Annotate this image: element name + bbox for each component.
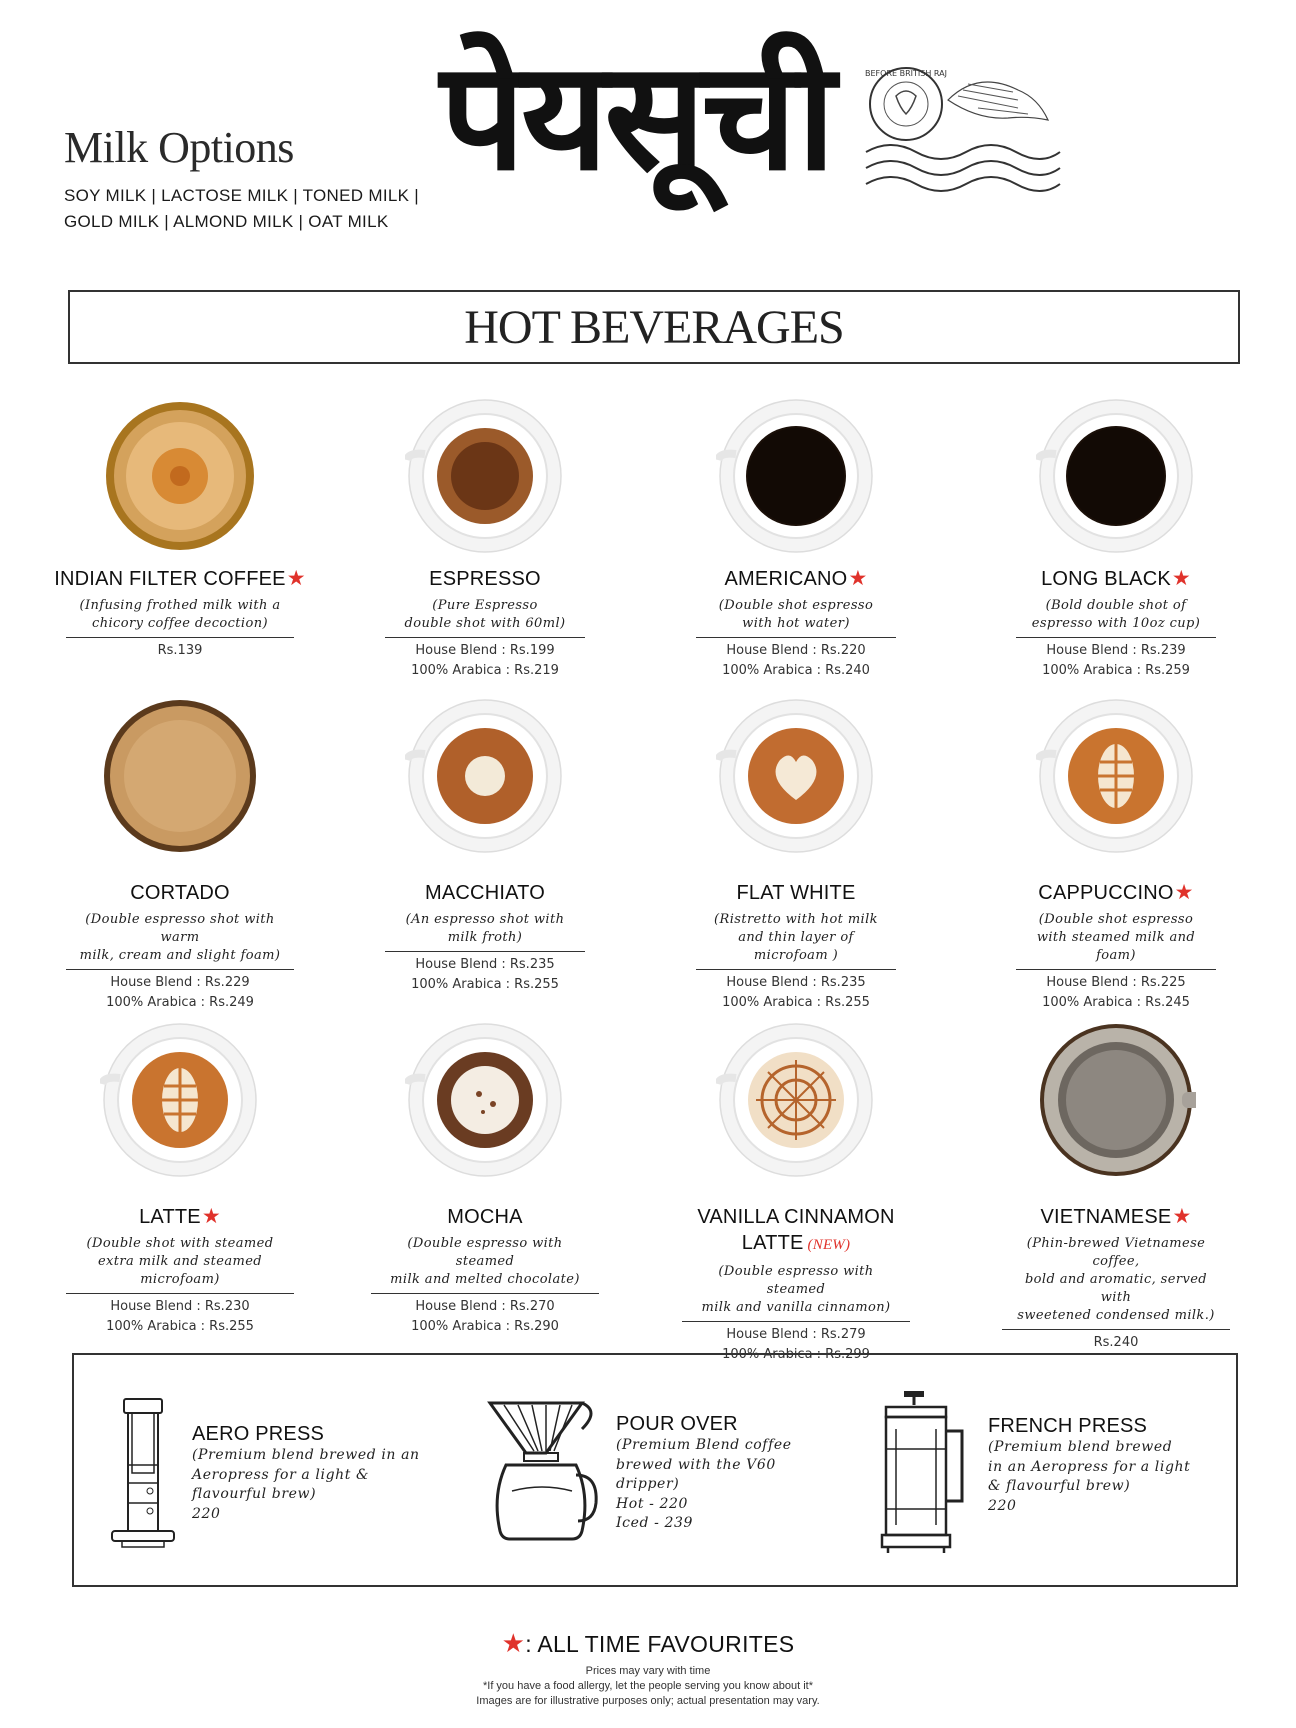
- brew-name: POUR OVER: [616, 1413, 738, 1435]
- item-name: [646, 566, 946, 592]
- phin-cup-image: [1036, 1020, 1196, 1180]
- item-name: [966, 566, 1266, 592]
- menu-item: [646, 566, 946, 678]
- item-price: 100% Arabica : Rs.249: [106, 995, 254, 1010]
- item-price: House Blend : Rs.225: [1046, 975, 1186, 990]
- item-name-text: LATTE: [139, 1206, 201, 1228]
- item-name: [335, 566, 635, 592]
- item-name: [646, 880, 946, 906]
- item-description: [385, 596, 585, 638]
- favourite-star-icon: ★: [1172, 1205, 1192, 1228]
- item-price: 100% Arabica : Rs.219: [411, 663, 559, 678]
- item-description-line: microfoam): [140, 1272, 220, 1287]
- favourite-star-icon: ★: [1174, 881, 1194, 904]
- brew-price-hot: Hot - 220: [616, 1495, 689, 1512]
- brew-pour-over: [616, 1413, 792, 1534]
- item-description-line: (Double shot with steamed: [86, 1236, 274, 1251]
- item-name-line-2: [646, 1230, 946, 1258]
- item-name: [30, 1204, 330, 1230]
- rosetta-cup-image: [100, 1020, 260, 1180]
- menu-item: [646, 880, 946, 1010]
- item-description: [696, 596, 896, 638]
- item-description-line: with hot water): [742, 616, 850, 631]
- menu-item: [30, 566, 330, 658]
- item-description-line: double shot with 60ml): [404, 616, 566, 631]
- item-price: 100% Arabica : Rs.259: [1042, 663, 1190, 678]
- item-name-text: MACCHIATO: [425, 882, 545, 904]
- brew-desc-line: & flavourful brew): [988, 1478, 1131, 1494]
- item-description: [66, 910, 294, 970]
- rosetta-cup-image: [1036, 696, 1196, 856]
- favourites-legend: [0, 1628, 1296, 1659]
- item-name: [966, 880, 1266, 906]
- section-title-box: [68, 290, 1240, 364]
- item-price: House Blend : Rs.235: [726, 975, 866, 990]
- item-description-line: sweetened condensed milk.): [1017, 1308, 1215, 1323]
- menu-item: [646, 1204, 946, 1362]
- item-description-line: (Bold double shot of: [1045, 598, 1187, 613]
- item-description-line: (Double espresso with steamed: [407, 1236, 563, 1269]
- black-cup-image: [716, 396, 876, 556]
- new-badge: (NEW): [807, 1237, 851, 1253]
- brew-methods-box: [72, 1353, 1238, 1587]
- milk-options-line-1: SOY MILK | LACTOSE MILK | TONED MILK |: [64, 186, 419, 205]
- item-price: 100% Arabica : Rs.255: [411, 977, 559, 992]
- brew-price-iced: Iced - 239: [616, 1515, 693, 1531]
- item-name-text: VIETNAMESE: [1040, 1206, 1172, 1228]
- footer-note-images: Images are for illustrative purposes only; actual presentation may vary.: [476, 1695, 820, 1707]
- footer-note-allergy: *If you have a food allergy, let the people serving you know about it*: [482, 1680, 813, 1692]
- item-name-text: FLAT WHITE: [736, 882, 856, 904]
- item-price: 100% Arabica : Rs.290: [411, 1319, 559, 1334]
- item-description-line: (Double shot espresso: [1038, 912, 1194, 927]
- favourite-star-icon: ★: [848, 567, 868, 590]
- brew-name: AERO PRESS: [192, 1423, 325, 1445]
- item-price: House Blend : Rs.229: [110, 975, 250, 990]
- menu-item: [966, 880, 1266, 1010]
- item-name: [966, 1204, 1266, 1230]
- macchiato-cup-image: [405, 696, 565, 856]
- item-name: [646, 1204, 946, 1230]
- item-description-line: with steamed milk and foam): [1036, 930, 1196, 963]
- item-name-text: CORTADO: [130, 882, 230, 904]
- item-name-text: CAPPUCCINO: [1038, 882, 1174, 904]
- item-description: [1016, 596, 1216, 638]
- cortado-cup-image: [100, 696, 260, 856]
- espresso-cup-image: [405, 396, 565, 556]
- item-description: [66, 596, 294, 638]
- item-price: Rs.240: [1093, 1335, 1139, 1350]
- item-description-line: (Pure Espresso: [432, 598, 538, 613]
- menu-item: [966, 566, 1266, 678]
- item-description: [696, 910, 896, 970]
- item-description-line: (Phin-brewed Vietnamese coffee,: [1026, 1236, 1206, 1269]
- item-description-line: (An espresso shot with: [405, 912, 565, 927]
- item-description-line: (Ristretto with hot milk: [714, 912, 878, 927]
- heart-cup-image: [716, 696, 876, 856]
- item-description-line: (Infusing frothed milk with a: [79, 598, 281, 613]
- item-price: House Blend : Rs.270: [415, 1299, 555, 1314]
- pour-over-icon: [484, 1395, 604, 1545]
- postage-stamp-icon: [858, 60, 1064, 200]
- item-description-line: milk and vanilla cinnamon): [701, 1300, 891, 1315]
- item-price: 100% Arabica : Rs.245: [1042, 995, 1190, 1010]
- item-description-line: chicory coffee decoction): [92, 616, 268, 631]
- menu-item: [335, 880, 635, 992]
- item-description-line: (Double shot espresso: [718, 598, 874, 613]
- section-title: HOT BEVERAGES: [464, 300, 844, 354]
- item-description-line: milk froth): [447, 930, 523, 945]
- menu-item: [30, 880, 330, 1010]
- item-description-line: milk, cream and slight foam): [79, 948, 281, 963]
- brew-french-press: [988, 1415, 1190, 1516]
- favourite-star-icon: ★: [1171, 567, 1191, 590]
- item-name-text: AMERICANO: [724, 568, 848, 590]
- item-description: [66, 1234, 294, 1294]
- brew-desc-line: Aeropress for a light &: [192, 1466, 370, 1483]
- item-description: [1002, 1234, 1230, 1330]
- item-price: House Blend : Rs.239: [1046, 643, 1186, 658]
- item-price: House Blend : Rs.230: [110, 1299, 250, 1314]
- item-name: [30, 880, 330, 906]
- item-price: House Blend : Rs.235: [415, 957, 555, 972]
- star-icon: ★: [501, 1628, 526, 1658]
- item-description: [682, 1262, 910, 1322]
- item-name-text: VANILLA CINNAMON: [697, 1206, 895, 1228]
- brew-desc-line: flavourful brew): [192, 1486, 317, 1502]
- menu-item: [966, 1204, 1266, 1350]
- brew-desc-line: in an Aeropress for a light: [988, 1458, 1191, 1475]
- brew-aero-press: [192, 1423, 420, 1524]
- brew-desc-line: dripper): [616, 1476, 680, 1492]
- item-description-line: (Double espresso with steamed: [718, 1264, 874, 1297]
- brand-logo: पेयसूची: [440, 30, 832, 204]
- milk-options-title: Milk Options: [64, 123, 294, 172]
- web-cup-image: [716, 1020, 876, 1180]
- black-cup-image: [1036, 396, 1196, 556]
- item-description-line: milk and melted chocolate): [390, 1272, 580, 1287]
- item-description: [385, 910, 585, 952]
- item-name-text: ESPRESSO: [429, 568, 541, 590]
- french-press-icon: [874, 1389, 974, 1559]
- brew-desc-line: (Premium blend brewed in an: [192, 1447, 420, 1463]
- item-price: House Blend : Rs.220: [726, 643, 866, 658]
- item-description-line: espresso with 10oz cup): [1031, 616, 1201, 631]
- item-name-text: MOCHA: [447, 1206, 523, 1228]
- item-price: 100% Arabica : Rs.240: [722, 663, 870, 678]
- item-name: [30, 566, 330, 592]
- item-price: 100% Arabica : Rs.255: [106, 1319, 254, 1334]
- mocha-cup-image: [405, 1020, 565, 1180]
- item-price: Rs.139: [157, 643, 203, 658]
- item-description-line: (Double espresso shot with warm: [85, 912, 275, 945]
- brew-desc-line: brewed with the V60: [616, 1456, 776, 1473]
- favourites-label: : ALL TIME FAVOURITES: [525, 1631, 795, 1657]
- menu-item: [335, 566, 635, 678]
- brew-price: 220: [192, 1505, 221, 1522]
- brew-desc-line: (Premium blend brewed: [988, 1439, 1173, 1455]
- item-description-line: extra milk and steamed: [97, 1254, 263, 1269]
- item-price: 100% Arabica : Rs.255: [722, 995, 870, 1010]
- favourite-star-icon: ★: [286, 567, 306, 590]
- item-price: 100% Arabica : Rs.299: [722, 1347, 870, 1362]
- item-description-line: bold and aromatic, served with: [1024, 1272, 1208, 1305]
- item-name-text: LONG BLACK: [1041, 568, 1171, 590]
- item-description: [1016, 910, 1216, 970]
- item-description: [371, 1234, 599, 1294]
- menu-item: [335, 1204, 635, 1334]
- footer-note-prices: Prices may vary with time: [585, 1665, 711, 1677]
- brew-name: FRENCH PRESS: [988, 1415, 1148, 1437]
- stamp-text: BEFORE BRITISH RAJ: [865, 69, 947, 78]
- brew-price: 220: [988, 1497, 1017, 1514]
- item-description-line: and thin layer of microfoam ): [738, 930, 854, 963]
- item-name: [335, 1204, 635, 1230]
- brew-desc-line: (Premium Blend coffee: [616, 1437, 792, 1453]
- item-price: House Blend : Rs.199: [415, 643, 555, 658]
- milk-options-line-2: GOLD MILK | ALMOND MILK | OAT MILK: [64, 212, 389, 231]
- filter-coffee-cup-image: [100, 396, 260, 556]
- aeropress-icon: [108, 1395, 178, 1555]
- item-name-text: LATTE: [741, 1232, 804, 1254]
- item-name: [335, 880, 635, 906]
- item-price: House Blend : Rs.279: [726, 1327, 866, 1342]
- item-name-text: INDIAN FILTER COFFEE: [54, 568, 286, 590]
- favourite-star-icon: ★: [201, 1205, 221, 1228]
- menu-item: [30, 1204, 330, 1334]
